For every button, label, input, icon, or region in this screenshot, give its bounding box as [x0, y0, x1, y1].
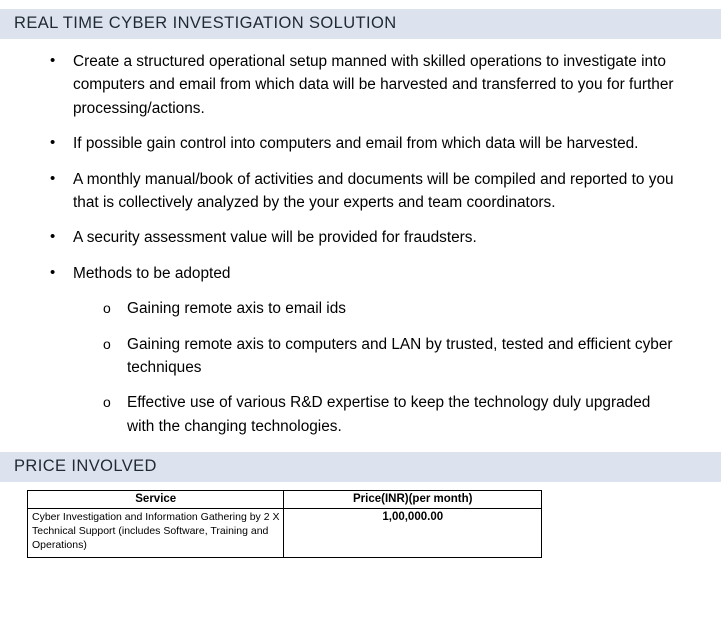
- bullet-icon: •: [50, 134, 56, 152]
- table-header-row: [28, 491, 542, 509]
- section-heading-price-involved: PRICE INVOLVED: [0, 452, 721, 482]
- list-item-text: Effective use of various R&D expertise to keep the technology duly upgraded with the changing technologies.: [127, 394, 651, 435]
- list-item: [0, 226, 721, 249]
- table-header-price: Price(INR)(per month): [284, 491, 542, 509]
- list-item: [0, 391, 721, 438]
- section-heading-cyber-investigation: REAL TIME CYBER INVESTIGATION SOLUTION: [0, 9, 721, 39]
- sub-bullet-icon: o: [103, 335, 111, 352]
- list-item: [0, 262, 721, 285]
- list-item-text: A monthly manual/book of activities and documents will be compiled and reported to you that is collectively analyzed by the your experts and team coordinators.: [73, 170, 674, 212]
- list-item: [0, 297, 721, 320]
- cyber-investigation-bullet-list: [0, 50, 721, 285]
- table-cell-price: 1,00,000.00: [284, 509, 542, 558]
- list-item: [0, 50, 721, 120]
- list-item-text: Create a structured operational setup manned with skilled operations to investigate into computers and email from which data will be harvested and transferred to you for further processing/actions.: [73, 53, 674, 117]
- sub-bullet-icon: o: [103, 394, 111, 411]
- price-table: [27, 490, 542, 558]
- bullet-icon: •: [50, 228, 56, 246]
- sub-bullet-icon: o: [103, 300, 111, 317]
- list-item-text: Gaining remote axis to email ids: [127, 300, 346, 318]
- list-item: [0, 132, 721, 155]
- table-header-service: Service: [28, 491, 284, 509]
- bullet-icon: •: [50, 263, 56, 281]
- table-cell-service: Cyber Investigation and Information Gathering by 2 X Technical Support (includes Software, Training and Operations): [28, 509, 284, 558]
- document-page: [0, 9, 721, 636]
- list-item-text: A security assessment value will be provided for fraudsters.: [73, 229, 477, 247]
- table-row: [28, 509, 542, 558]
- bullet-icon: •: [50, 169, 56, 187]
- bullet-icon: •: [50, 52, 56, 69]
- list-item-text: If possible gain control into computers and email from which data will be harvested.: [73, 135, 639, 153]
- list-item: [0, 333, 721, 380]
- list-item: [0, 168, 721, 215]
- methods-sub-list: [0, 297, 721, 438]
- list-item-text: Methods to be adopted: [73, 264, 231, 282]
- list-item-text: Gaining remote axis to computers and LAN by trusted, tested and efficient cyber techniques: [127, 335, 673, 377]
